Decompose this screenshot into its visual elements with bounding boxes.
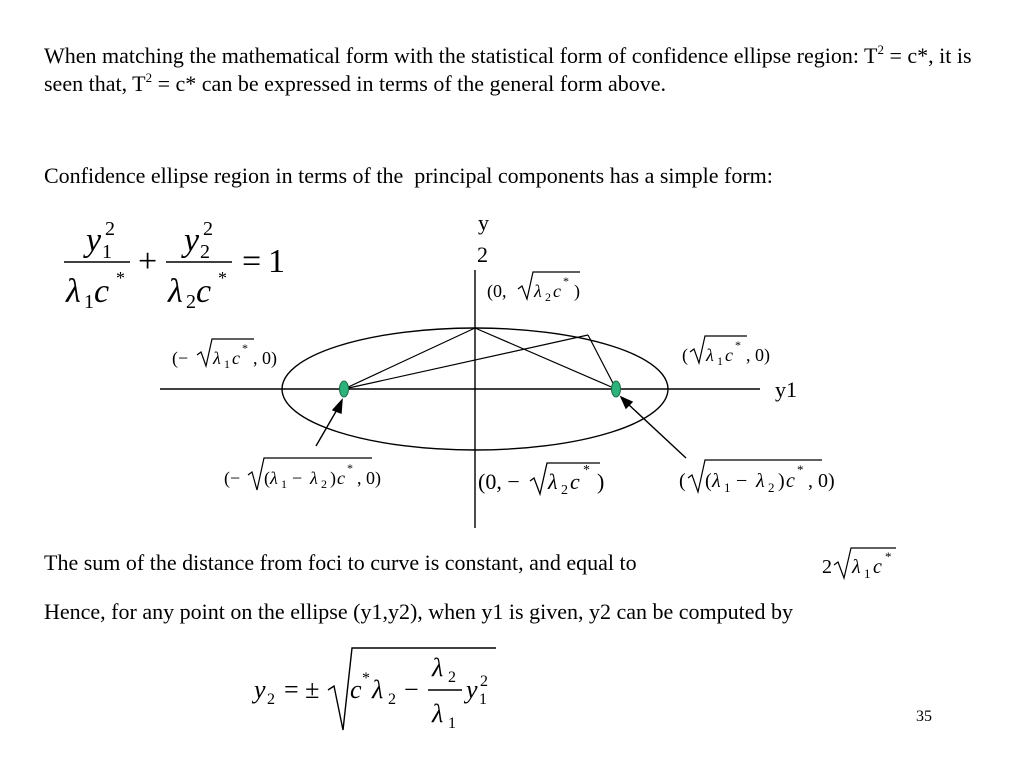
svg-text:c: c — [725, 345, 733, 365]
svg-text:c: c — [350, 675, 362, 704]
svg-text:(: ( — [679, 470, 686, 492]
svg-text:c: c — [786, 470, 795, 492]
svg-text:y: y — [466, 675, 478, 704]
svg-text:λ: λ — [706, 345, 714, 365]
svg-text:2: 2 — [561, 483, 568, 498]
svg-text:c: c — [337, 468, 345, 488]
svg-text:*: * — [242, 341, 248, 355]
svg-text:*: * — [583, 463, 590, 478]
compute-y2-paragraph: Hence, for any point on the ellipse (y1,y2), when y1 is given, y2 can be computed by — [44, 599, 794, 624]
svg-text:c: c — [873, 556, 882, 578]
eq-equals: = — [242, 243, 262, 280]
svg-text:): ) — [778, 470, 785, 492]
svg-text:2: 2 — [545, 290, 551, 304]
svg-text:2: 2 — [448, 669, 456, 686]
svg-text:λ: λ — [756, 470, 765, 492]
svg-text:2: 2 — [388, 691, 396, 708]
eq-den1-sub: 1 — [84, 291, 94, 313]
svg-text:1: 1 — [717, 354, 723, 368]
eq-den1-c: c — [94, 273, 110, 310]
svg-text:y: y — [254, 675, 266, 704]
eq-num2-y: y — [184, 222, 200, 259]
svg-text:c: c — [553, 281, 561, 301]
svg-text:2: 2 — [321, 477, 327, 491]
svg-text:1: 1 — [448, 715, 456, 732]
svg-text:= ±: = ± — [284, 675, 320, 704]
eq-den2-c: c — [196, 273, 212, 310]
svg-text:c: c — [232, 348, 240, 368]
svg-text:λ: λ — [213, 348, 221, 368]
eq-plus: + — [138, 243, 158, 280]
svg-text:2: 2 — [822, 556, 832, 578]
y1-axis-label: y1 — [775, 377, 797, 402]
svg-text:*: * — [362, 670, 370, 687]
foci-distance-paragraph: The sum of the distance from foci to curve is constant, and equal to — [44, 550, 637, 575]
slide-number: 35 — [916, 708, 932, 725]
svg-text:*: * — [885, 549, 892, 564]
svg-text:): ) — [597, 469, 605, 494]
eq-den2-star: * — [218, 268, 227, 288]
svg-text:*: * — [735, 338, 741, 352]
svg-text:, 0): , 0) — [808, 470, 835, 492]
svg-text:λ: λ — [310, 468, 318, 488]
svg-text:−: − — [292, 468, 303, 488]
eq-den1-star: * — [116, 268, 125, 288]
eq-num2-sq: 2 — [203, 218, 213, 240]
svg-text:λ: λ — [852, 556, 861, 578]
eq-num1-sq: 2 — [105, 218, 115, 240]
svg-text:, 0): , 0) — [746, 345, 770, 365]
y2-axis-label-2: 2 — [477, 242, 488, 267]
svg-text:(: ( — [682, 345, 688, 365]
svg-text:(−: (− — [172, 348, 189, 368]
svg-text:1: 1 — [724, 480, 731, 495]
svg-text:*: * — [563, 274, 569, 288]
svg-text:λ: λ — [432, 653, 444, 682]
svg-text:*: * — [797, 462, 804, 477]
svg-text:(0,: (0, — [487, 281, 507, 301]
svg-text:(0, −: (0, − — [478, 469, 520, 494]
eq-num1-sub: 1 — [102, 241, 112, 263]
svg-text:c: c — [570, 469, 580, 494]
svg-text:λ: λ — [534, 281, 542, 301]
svg-text:(: ( — [264, 468, 270, 488]
intro-paragraph: When matching the mathematical form with the statistical form of confidence ellipse region: $T^2 = c*$, it is seen that, $T^2 = c*$ can be expressed in terms of the general form above. — [44, 42, 972, 96]
eq-den2-sub: 2 — [186, 291, 196, 313]
principal-components-paragraph: Confidence ellipse region in terms of the principal components has a simple form: — [44, 163, 773, 188]
eq-den1-lambda: λ — [66, 273, 81, 310]
svg-text:1: 1 — [224, 357, 230, 371]
eq-den2-lambda: λ — [168, 273, 183, 310]
svg-text:1: 1 — [281, 477, 287, 491]
svg-text:): ) — [330, 468, 336, 488]
svg-text:(−: (− — [224, 468, 241, 488]
svg-text:λ: λ — [548, 469, 558, 494]
eq-num1-y: y — [86, 222, 102, 259]
svg-text:(: ( — [705, 470, 712, 492]
svg-text:1: 1 — [864, 566, 871, 581]
eq-one: 1 — [268, 243, 285, 280]
svg-text:−: − — [736, 470, 748, 492]
svg-text:, 0): , 0) — [357, 468, 381, 488]
svg-text:−: − — [404, 675, 419, 704]
svg-text:λ: λ — [270, 468, 278, 488]
eq-num2-sub: 2 — [200, 241, 210, 263]
svg-text:2: 2 — [768, 480, 775, 495]
svg-text:λ: λ — [712, 470, 721, 492]
svg-text:λ: λ — [372, 675, 384, 704]
svg-text:, 0): , 0) — [253, 348, 277, 368]
y2-axis-label-y: y — [478, 210, 489, 235]
svg-text:λ: λ — [432, 699, 444, 728]
svg-text:*: * — [347, 461, 353, 475]
svg-text:2: 2 — [267, 691, 275, 708]
svg-text:1: 1 — [479, 691, 487, 708]
svg-text:): ) — [574, 281, 580, 301]
svg-text:2: 2 — [480, 673, 488, 690]
